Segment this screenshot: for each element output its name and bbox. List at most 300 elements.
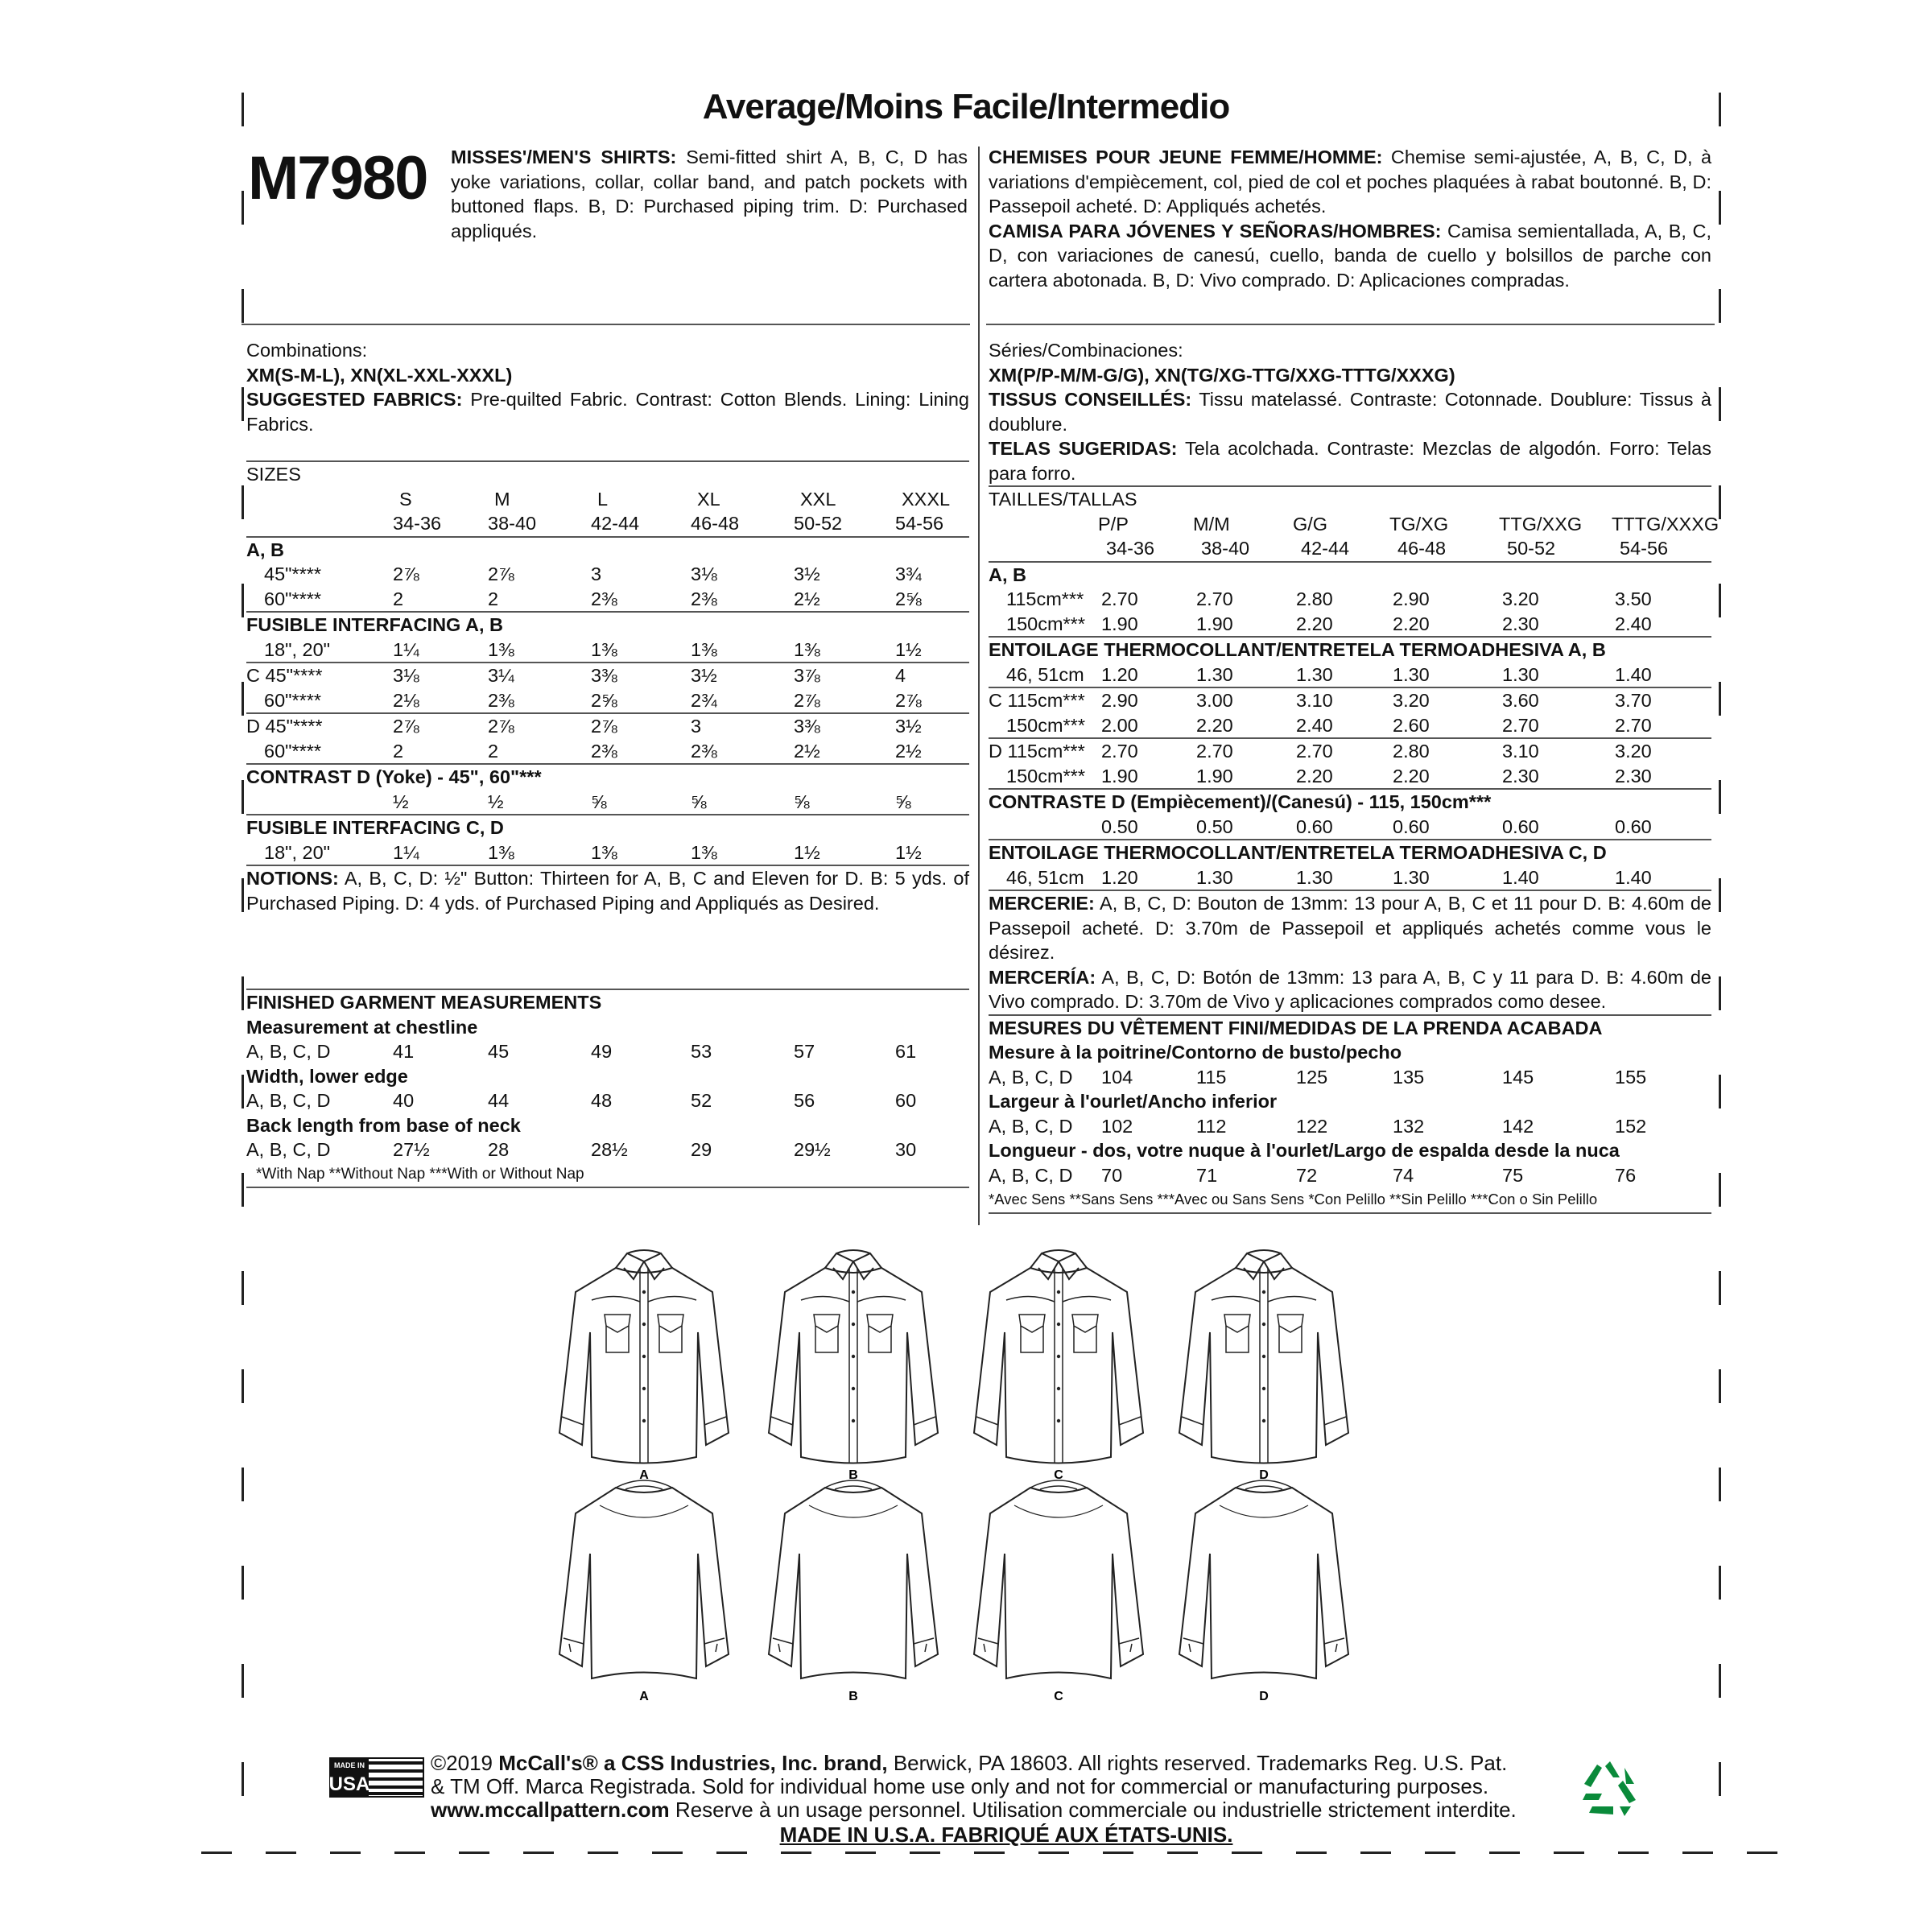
cell-value: 76: [1615, 1164, 1637, 1186]
table-row: [246, 613, 969, 638]
cut-line-dash: [330, 1852, 361, 1854]
cell-value: 145: [1502, 1066, 1534, 1088]
cell-value: 2: [488, 740, 499, 762]
cell-value: 1.30: [1393, 866, 1430, 888]
size-label: TTG/XXG: [1499, 513, 1583, 535]
recycle-icon: [1578, 1757, 1642, 1821]
view-front-A: [559, 1250, 729, 1482]
size-range: 34-36: [1106, 538, 1155, 559]
combinations-label-fr: Séries/Combinaciones:: [989, 340, 1183, 361]
cell-value: 1.90: [1101, 613, 1138, 634]
description-en: MISSES'/MEN'S SHIRTS: Semi-fitted shirt A, B, C, D has yoke variations, collar, collar band, and patch pockets with buttoned flaps. B, D: Purchased piping trim. D: Purchased appliqués.: [451, 147, 968, 242]
fgm-title: FINISHED GARMENT MEASUREMENTS: [246, 992, 602, 1013]
cut-line-dash: [242, 1664, 244, 1698]
table-row: [246, 562, 969, 587]
measurement-title: Largeur à l'ourlet/Ancho inferior: [989, 1091, 1278, 1112]
column-divider: [978, 147, 980, 1225]
table-row: [246, 739, 969, 766]
front-views: [559, 1250, 1348, 1482]
cell-value: ⅝: [895, 791, 911, 812]
cut-line-dash: [1719, 289, 1721, 323]
svg-text:MADE IN: MADE IN: [334, 1761, 365, 1769]
row-label: 46, 51cm: [1006, 663, 1084, 685]
size-range-row-fr: [989, 536, 1711, 563]
cell-value: 0.50: [1196, 815, 1233, 837]
cell-value: 1.90: [1101, 765, 1138, 786]
cell-value: 2⅞: [794, 689, 820, 711]
cut-line-dash: [716, 1852, 747, 1854]
cut-line-dash: [1747, 1852, 1777, 1854]
right-column: [989, 338, 1719, 1214]
cell-value: 3.50: [1615, 588, 1652, 609]
cell-value: 41: [393, 1041, 415, 1062]
cell-value: 112: [1196, 1115, 1227, 1137]
combinations-label: Combinations:: [246, 340, 368, 361]
row-label: A, B, C, D: [989, 1164, 1073, 1186]
row-label: 150cm***: [1006, 765, 1085, 786]
row-label: A, B, C, D: [989, 1115, 1073, 1137]
table-row: [989, 865, 1711, 892]
measurement-row: [989, 1163, 1711, 1188]
cell-value: 152: [1615, 1115, 1647, 1137]
cut-line-dash: [266, 1852, 296, 1854]
measurement-row: [989, 1114, 1711, 1139]
size-label: XL: [697, 488, 720, 510]
cell-value: 2.80: [1393, 741, 1430, 762]
size-label: XXXL: [902, 488, 951, 510]
pattern-number: M7980: [248, 144, 427, 213]
table-row: [989, 587, 1711, 612]
size-label: S: [399, 488, 412, 510]
view-back-A: [559, 1480, 729, 1703]
view-illustrations: [547, 1244, 1835, 1703]
cell-value: 1⅜: [794, 638, 820, 660]
cut-line-dash: [910, 1852, 940, 1854]
view-label: B: [848, 1690, 858, 1703]
cell-value: 28: [488, 1139, 510, 1160]
row-label: ENTOILAGE THERMOCOLLANT/ENTRETELA TERMOADHESIVA C, D: [989, 842, 1607, 863]
row-label: A, B: [989, 564, 1026, 585]
cell-value: 2⅝: [895, 588, 922, 609]
row-label: D 45"****: [246, 716, 323, 737]
table-row: [246, 638, 969, 664]
cut-line-dash: [1489, 1852, 1520, 1854]
measurement-title: Measurement at chestline: [246, 1016, 478, 1038]
fabrics-text: SUGGESTED FABRICS: Pre-quilted Fabric. Contrast: Cotton Blends. Lining: Lining Fabrics.: [246, 389, 969, 435]
size-range: 54-56: [1620, 538, 1669, 559]
cut-line-dash: [1618, 1852, 1649, 1854]
measurement-row: [246, 1088, 969, 1113]
cell-value: 1.30: [1393, 663, 1430, 685]
cell-value: 3.60: [1502, 690, 1539, 711]
size-label: XXL: [800, 488, 836, 510]
sizes-label-fr: TAILLES/TALLAS: [989, 489, 1137, 510]
footer-line-3: www.mccallpattern.com Reserve à un usage personnel. Utilisation commerciale ou industrielle strictement interdite.: [431, 1798, 1517, 1822]
cell-value: 2.70: [1502, 714, 1539, 736]
cell-value: 3.20: [1393, 690, 1430, 711]
cell-value: 2: [393, 588, 404, 609]
cell-value: 1.40: [1615, 663, 1652, 685]
cell-value: 1.30: [1196, 663, 1233, 685]
cut-line-dash: [242, 976, 244, 1010]
size-range: 46-48: [691, 513, 740, 534]
row-label: FUSIBLE INTERFACING A, B: [246, 614, 503, 635]
table-row: [989, 790, 1711, 815]
row-label: ENTOILAGE THERMOCOLLANT/ENTRETELA TERMOADHESIVA A, B: [989, 639, 1606, 660]
cell-value: 4: [895, 665, 906, 686]
cell-value: 1.30: [1502, 663, 1539, 685]
cut-line-dash: [781, 1852, 811, 1854]
cell-value: 0.60: [1502, 815, 1539, 837]
cell-value: 1.90: [1196, 765, 1233, 786]
cut-line-dash: [1296, 1852, 1327, 1854]
table-row: [989, 840, 1711, 865]
row-label: C 115cm***: [989, 690, 1085, 711]
cut-line-dash: [1038, 1852, 1069, 1854]
size-range: 54-56: [895, 513, 944, 534]
cut-line-dash: [1719, 1173, 1721, 1207]
measurements-table: [246, 1015, 969, 1162]
cut-line-dash: [523, 1852, 554, 1854]
cell-value: 44: [488, 1090, 510, 1111]
cell-value: 2.70: [1296, 741, 1333, 762]
cell-value: 2.20: [1393, 613, 1430, 634]
footer-line-1: ©2019 McCall's® a CSS Industries, Inc. brand, Berwick, PA 18603. All rights reserved. Trademarks Reg. U.S. Pat.: [431, 1751, 1508, 1775]
cell-value: 2⅞: [895, 689, 922, 711]
svg-text:USA: USA: [328, 1773, 370, 1795]
cell-value: 3⅛: [691, 564, 717, 584]
table-row: [246, 790, 969, 816]
notions-text: NOTIONS: A, B, C, D: ½" Button: Thirteen for A, B, C and Eleven for D. B: 5 yds. of Purchased Piping. D: 4 yds. of Purchased Piping and Appliqués as Desired.: [246, 868, 969, 914]
divider-top: [242, 324, 970, 325]
cut-line-dash: [242, 1075, 244, 1108]
cell-value: 125: [1296, 1066, 1328, 1088]
cell-value: 52: [691, 1090, 712, 1111]
size-range-row: [246, 511, 969, 538]
table-row: [989, 612, 1711, 638]
description-fr-es: [989, 145, 1711, 292]
cell-value: 2.70: [1101, 588, 1138, 609]
cell-value: 2⅜: [591, 740, 617, 762]
cell-value: 61: [895, 1041, 917, 1062]
row-label: CONTRAST D (Yoke) - 45", 60"***: [246, 766, 542, 787]
cell-value: 3⅜: [794, 716, 820, 737]
cut-line-dash: [242, 485, 244, 519]
cell-value: 104: [1101, 1066, 1133, 1088]
cell-value: 2: [488, 588, 499, 609]
copyright-footer: [431, 1752, 1582, 1847]
measurement-title: Width, lower edge: [246, 1065, 408, 1087]
cell-value: 71: [1196, 1164, 1218, 1186]
cell-value: 1.30: [1196, 866, 1233, 888]
cut-line-dash: [242, 1369, 244, 1403]
cell-value: 2.20: [1296, 765, 1333, 786]
cell-value: 102: [1101, 1115, 1133, 1137]
cell-value: 122: [1296, 1115, 1328, 1137]
back-views: [559, 1480, 1348, 1703]
size-range: 50-52: [1507, 538, 1556, 559]
cell-value: 2.90: [1393, 588, 1430, 609]
cell-value: 74: [1393, 1164, 1414, 1186]
notions-text-fr: MERCERIE: A, B, C, D: Bouton de 13mm: 13 pour A, B, C et 11 pour D. B: 4.60m de Passepoil acheté. D: 3.70m de Passepoil et appliqués achetés comme vous le désirez.: [989, 893, 1711, 963]
cut-line-dash: [242, 387, 244, 421]
cell-value: 2¾: [691, 689, 717, 711]
cut-line-dash: [1719, 1075, 1721, 1108]
cell-value: 28½: [591, 1139, 628, 1160]
cut-line-dash: [1103, 1852, 1133, 1854]
cell-value: 2.30: [1502, 765, 1539, 786]
table-row: [989, 688, 1711, 713]
size-label: TG/XG: [1389, 513, 1449, 535]
cut-line-dash: [588, 1852, 618, 1854]
cell-value: 1.30: [1296, 663, 1333, 685]
cell-value: 2½: [794, 588, 820, 609]
cell-value: 1.90: [1196, 613, 1233, 634]
footer-line-2: & TM Off. Marca Registrada. Sold for individual home use only and not for commercial or manufacturing purposes.: [431, 1774, 1489, 1798]
cut-line-dash: [242, 878, 244, 912]
view-front-B: [769, 1250, 938, 1482]
table-row: [989, 764, 1711, 791]
row-label: CONTRASTE D (Empiècement)/(Canesú) - 115, 150cm***: [989, 791, 1492, 812]
row-label: 60"****: [264, 689, 322, 711]
cell-value: ⅝: [691, 791, 707, 812]
cell-value: 3¾: [895, 564, 922, 584]
cut-line-dash: [1719, 387, 1721, 421]
table-row: [246, 765, 969, 790]
row-label: 45"****: [264, 564, 322, 584]
cell-value: 0.60: [1296, 815, 1333, 837]
cut-line-dash: [845, 1852, 876, 1854]
cell-value: 1⅜: [591, 638, 617, 660]
fgm-title-fr: MESURES DU VÊTEMENT FINI/MEDIDAS DE LA PRENDA ACABADA: [989, 1017, 1603, 1038]
cut-line-dash: [394, 1852, 425, 1854]
size-header-row: [246, 487, 969, 512]
row-label: 46, 51cm: [1006, 866, 1084, 888]
measurement-row: [246, 1039, 969, 1064]
cut-line-dash: [242, 584, 244, 617]
cell-value: 70: [1101, 1164, 1123, 1186]
cell-value: 3.20: [1615, 741, 1652, 762]
yardage-table-fr: [989, 563, 1711, 892]
cell-value: 2⅛: [393, 689, 419, 711]
cut-line-dash: [242, 289, 244, 323]
cell-value: ½: [488, 791, 504, 812]
row-label: A, B, C, D: [246, 1090, 331, 1111]
view-label: A: [639, 1690, 649, 1703]
size-range: 46-48: [1397, 538, 1447, 559]
size-label: L: [597, 488, 609, 510]
cell-value: 3⅛: [393, 665, 419, 686]
table-row: [989, 713, 1711, 740]
measurement-title: Back length from base of neck: [246, 1114, 521, 1136]
cell-value: 115: [1196, 1066, 1227, 1088]
cell-value: 2⅞: [488, 716, 514, 737]
cell-value: 2⅜: [691, 740, 717, 762]
cell-value: 2.40: [1615, 613, 1652, 634]
cell-value: 2.30: [1615, 765, 1652, 786]
cell-value: 3.10: [1502, 741, 1539, 762]
table-row: [246, 714, 969, 739]
cell-value: 40: [393, 1090, 415, 1111]
cell-value: 1.20: [1101, 866, 1138, 888]
row-label: 150cm***: [1006, 714, 1085, 736]
cell-value: 27½: [393, 1139, 430, 1160]
notions-text-es: MERCERÍA: A, B, C, D: Botón de 13mm: 13 para A, B, C y 11 para D. B: 4.60m de Vivo comprado. D: 3.70m de Vivo y aplicaciones comprados como desee.: [989, 965, 1711, 1016]
table-row: [989, 815, 1711, 841]
cell-value: 2⅞: [393, 564, 419, 584]
size-range: 38-40: [488, 513, 537, 534]
cut-line-dash: [652, 1852, 683, 1854]
size-range: 42-44: [1301, 538, 1350, 559]
cell-value: 45: [488, 1041, 510, 1062]
measurement-title: Mesure à la poitrine/Contorno de busto/pecho: [989, 1042, 1402, 1063]
row-label: 115cm***: [1006, 588, 1084, 609]
table-row: [246, 688, 969, 715]
view-front-C: [974, 1250, 1143, 1482]
row-label: 150cm***: [1006, 613, 1085, 634]
description-fr: CHEMISES POUR JEUNE FEMME/HOMME: Chemise semi-ajustée, A, B, C, D, à variations d'empiècement, col, pied de col et poches plaquées à rabat boutonné. B, D: Passepoil acheté. D: Appliqués achetés.: [989, 147, 1712, 217]
size-range: 50-52: [794, 513, 843, 534]
cell-value: 3⅜: [591, 665, 617, 686]
cell-value: 1¼: [393, 841, 419, 863]
row-label: 18", 20": [264, 841, 331, 863]
cut-line-dash: [1719, 191, 1721, 225]
cut-line-dash: [242, 1762, 244, 1796]
cut-line-dash: [974, 1852, 1005, 1854]
row-label: C 45"****: [246, 665, 323, 686]
row-label: A, B, C, D: [989, 1066, 1073, 1088]
cell-value: 2⅜: [488, 689, 514, 711]
cell-value: 3½: [895, 716, 922, 737]
cell-value: 1⅜: [691, 841, 717, 863]
cut-line-dash: [242, 191, 244, 225]
cell-value: 2⅞: [488, 564, 514, 584]
size-label: M/M: [1193, 513, 1230, 535]
cell-value: 3.70: [1615, 690, 1652, 711]
cut-line-dash: [1719, 780, 1721, 814]
cell-value: 2.20: [1393, 765, 1430, 786]
cell-value: 1½: [895, 841, 922, 863]
cell-value: 56: [794, 1090, 815, 1111]
view-label: A: [639, 1468, 649, 1482]
cut-line-dash: [1232, 1852, 1262, 1854]
cut-line-dash: [242, 1271, 244, 1305]
size-range: 38-40: [1201, 538, 1250, 559]
measurement-title: Longueur - dos, votre nuque à l'ourlet/Largo de espalda desde la nuca: [989, 1140, 1620, 1161]
cell-value: 2½: [895, 740, 922, 762]
cell-value: 3: [591, 564, 602, 584]
cell-value: 3½: [691, 665, 717, 686]
cut-line-dash: [1719, 1762, 1721, 1796]
yardage-table: [246, 538, 969, 867]
cell-value: 2.90: [1101, 690, 1138, 711]
cell-value: 0.50: [1101, 815, 1138, 837]
cut-line-dash: [1425, 1852, 1455, 1854]
row-label: A, B, C, D: [246, 1139, 331, 1160]
cell-value: ½: [393, 791, 409, 812]
cell-value: 3.10: [1296, 690, 1333, 711]
cell-value: 142: [1502, 1115, 1534, 1137]
row-label: FUSIBLE INTERFACING C, D: [246, 817, 504, 838]
cell-value: 132: [1393, 1115, 1425, 1137]
cell-value: 155: [1615, 1066, 1647, 1088]
cell-value: 29: [691, 1139, 712, 1160]
made-in-usa-flag: [330, 1758, 423, 1797]
table-row: [246, 587, 969, 613]
fabrics-text-es: TELAS SUGERIDAS: Tela acolchada. Contraste: Mezclas de algodón. Forro: Telas para forro.: [989, 436, 1711, 487]
cell-value: 2.80: [1296, 588, 1333, 609]
row-label: 60"****: [264, 588, 322, 609]
cut-line-dash: [1719, 878, 1721, 912]
cell-value: 1⅜: [691, 638, 717, 660]
cut-line-dash: [242, 1173, 244, 1207]
cell-value: 1.40: [1502, 866, 1539, 888]
cell-value: 0.60: [1615, 815, 1652, 837]
cell-value: 2.40: [1296, 714, 1333, 736]
cell-value: 3: [691, 716, 702, 737]
table-row: [989, 739, 1711, 764]
cell-value: 1.30: [1296, 866, 1333, 888]
view-back-B: [769, 1480, 938, 1703]
cell-value: 1.40: [1615, 866, 1652, 888]
row-label: D 115cm***: [989, 741, 1085, 762]
cell-value: 135: [1393, 1066, 1425, 1088]
size-label: P/P: [1098, 513, 1129, 535]
view-label: D: [1259, 1690, 1269, 1703]
cell-value: 1½: [895, 638, 922, 660]
cell-value: 2.20: [1196, 714, 1233, 736]
cut-line-dash: [1682, 1852, 1713, 1854]
cut-line-dash: [1167, 1852, 1198, 1854]
difficulty-title: Average/Moins Facile/Intermedio: [702, 87, 1230, 126]
table-row: [989, 638, 1711, 663]
cut-line-dash: [1719, 584, 1721, 617]
size-range: 34-36: [393, 513, 442, 534]
view-front-D: [1179, 1250, 1348, 1482]
cut-line-dash: [242, 1566, 244, 1600]
row-label: A, B: [246, 539, 284, 560]
cell-value: 53: [691, 1041, 712, 1062]
cell-value: 30: [895, 1139, 917, 1160]
cell-value: 2.00: [1101, 714, 1138, 736]
cell-value: 2⅞: [393, 716, 419, 737]
size-label: M: [494, 488, 510, 510]
divider-top-right: [986, 324, 1715, 325]
fabrics-text-fr: TISSUS CONSEILLÉS: Tissu matelassé. Contraste: Cotonnade. Doublure: Tissus à doublure.: [989, 389, 1711, 435]
cell-value: 1.20: [1101, 663, 1138, 685]
cell-value: 2.30: [1502, 613, 1539, 634]
table-row: [989, 563, 1711, 588]
cell-value: 2⅝: [591, 689, 617, 711]
cell-value: 2½: [794, 740, 820, 762]
cell-value: 75: [1502, 1164, 1524, 1186]
cell-value: 1⅜: [488, 638, 514, 660]
left-column: [246, 338, 969, 1188]
size-range: 42-44: [591, 513, 640, 534]
cut-line-dash: [242, 780, 244, 814]
cell-value: 3⅞: [794, 665, 820, 686]
cell-value: 1¼: [393, 638, 419, 660]
row-label: 18", 20": [264, 638, 331, 660]
measurements-table-fr: [989, 1040, 1711, 1187]
cell-value: 29½: [794, 1139, 831, 1160]
table-row: [989, 663, 1711, 689]
view-label: C: [1054, 1468, 1063, 1482]
view-label: D: [1259, 1468, 1269, 1482]
cell-value: 2.70: [1196, 588, 1233, 609]
description-es: CAMISA PARA JÓVENES Y SEÑORAS/HOMBRES: Camisa semientallada, A, B, C, D, con variaciones de canesú, cuello, banda de cuello y bolsillos de parche con cartera abotonada. B, D: Vivo comprado. D: Aplicaciones compradas.: [989, 220, 1711, 291]
row-label: A, B, C, D: [246, 1041, 331, 1062]
